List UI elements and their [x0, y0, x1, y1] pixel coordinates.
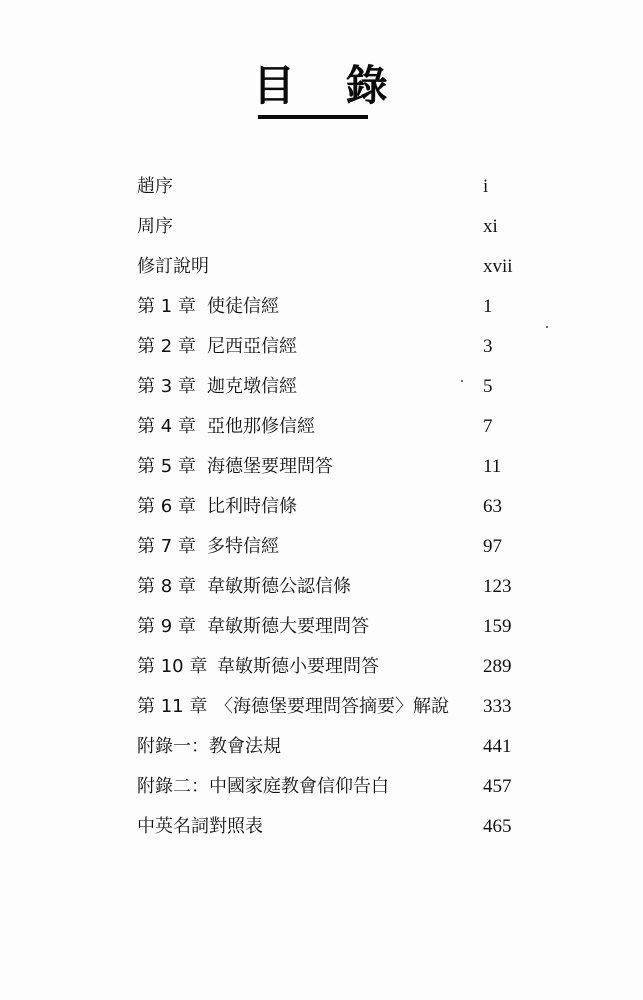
toc-entry-label: 韋敏斯德小要理問答	[217, 656, 379, 677]
toc-entry-glossary	[0, 812, 643, 842]
toc-entry-page: 7	[483, 416, 493, 437]
toc-entry-page: 5	[483, 376, 493, 397]
toc-entry-page: 333	[483, 696, 512, 717]
toc-entry-appendix-1	[0, 732, 643, 762]
toc-entry-label: 尼西亞信經	[207, 336, 297, 357]
toc-entry-page: 11	[483, 456, 502, 477]
toc-entry-chapter: 第 6 章	[137, 496, 196, 517]
toc-entry-chapter-7	[0, 532, 643, 562]
toc-entry-label: 韋敏斯德公認信條	[207, 576, 351, 597]
toc-entry-chapter-1	[0, 292, 643, 322]
toc-entry-chapter: 第 5 章	[137, 456, 196, 477]
toc-entry-chapter-5	[0, 452, 643, 482]
toc-entry-label: 海德堡要理問答	[207, 456, 333, 477]
toc-entry-chapter: 第 4 章	[137, 416, 196, 437]
toc-entry-chapter-2	[0, 332, 643, 362]
toc-entry-label: 周序	[137, 216, 173, 237]
page-title: 目 錄	[253, 61, 406, 110]
toc-entry-page: 289	[483, 656, 512, 677]
toc-entry-chapter: 第 11 章	[137, 696, 208, 717]
toc-entry-label: 迦克墩信經	[207, 376, 297, 397]
toc-entry-label: 中英名詞對照表	[137, 816, 263, 837]
toc-entry-page: 159	[483, 616, 512, 637]
toc-entry-label: 〈海德堡要理問答摘要〉解說	[215, 696, 449, 717]
toc-entry-label: 多特信經	[207, 536, 279, 557]
toc-entry-chapter-9	[0, 612, 643, 642]
toc-entry-preface-chao	[0, 172, 643, 202]
toc-entry-label: 比利時信條	[207, 496, 297, 517]
toc-entry-chapter: 第 10 章	[137, 656, 208, 677]
toc-entry-chapter: 第 2 章	[137, 336, 196, 357]
toc-entry-chapter-4	[0, 412, 643, 442]
scan-speck	[546, 326, 548, 328]
toc-entry-page: xvii	[483, 256, 513, 277]
toc-entry-revision-notes	[0, 252, 643, 282]
toc-entry-page: 1	[483, 296, 493, 317]
toc-entry-page: i	[483, 176, 489, 197]
toc-entry-label: 趙序	[137, 176, 173, 197]
toc-entry-chapter: 第 3 章	[137, 376, 196, 397]
toc-entry-preface-chou	[0, 212, 643, 242]
toc-entry-label: 修訂說明	[137, 256, 209, 277]
toc-entry-label: 韋敏斯德大要理問答	[207, 616, 369, 637]
toc-entry-page: 441	[483, 736, 512, 757]
scan-speck	[461, 380, 463, 382]
toc-entry-chapter: 第 8 章	[137, 576, 196, 597]
toc-entry-page: 63	[483, 496, 502, 517]
toc-entry-chapter: 第 9 章	[137, 616, 196, 637]
toc-entry-label: 附錄二：中國家庭教會信仰告白	[137, 776, 389, 797]
toc-entry-chapter-8	[0, 572, 643, 602]
toc-entry-label: 附錄一：教會法規	[137, 736, 281, 757]
toc-entry-chapter-11	[0, 692, 643, 722]
toc-entry-label: 使徒信經	[207, 296, 279, 317]
toc-entry-page: xi	[483, 216, 498, 237]
toc-entry-page: 123	[483, 576, 512, 597]
toc-entry-appendix-2	[0, 772, 643, 802]
toc-entry-page: 457	[483, 776, 512, 797]
toc-entry-chapter: 第 1 章	[137, 296, 196, 317]
toc-entry-label: 亞他那修信經	[207, 416, 315, 437]
toc-entry-page: 3	[483, 336, 493, 357]
toc-entry-page: 465	[483, 816, 512, 837]
toc-entry-chapter-10	[0, 652, 643, 682]
toc-entry-chapter: 第 7 章	[137, 536, 196, 557]
toc-entry-chapter-6	[0, 492, 643, 522]
toc-entry-chapter-3	[0, 372, 643, 402]
toc-entry-page: 97	[483, 536, 502, 557]
